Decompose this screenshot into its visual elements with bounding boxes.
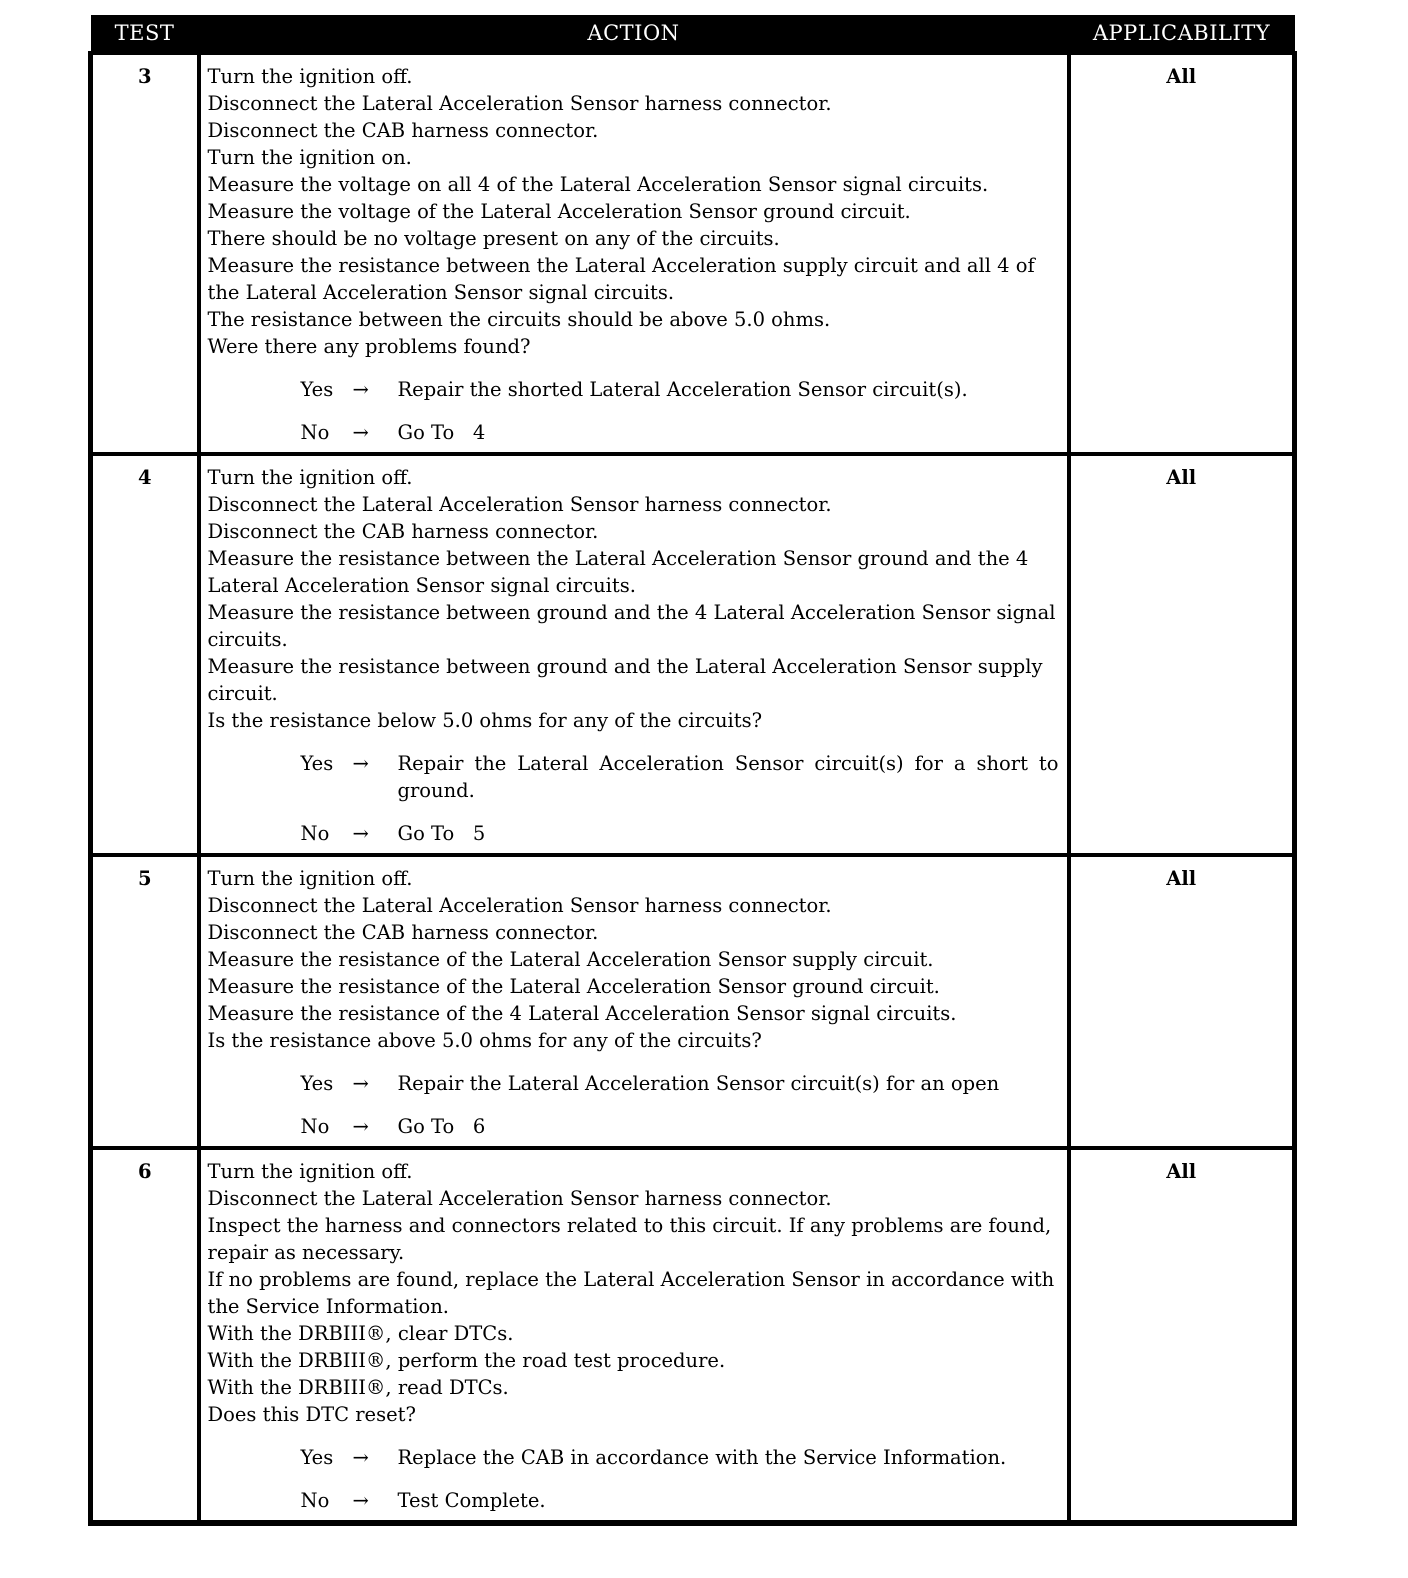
header-action: ACTION [199, 15, 1069, 53]
outcome-yes [300, 750, 1065, 804]
applicability-value: All [1069, 855, 1295, 1148]
action-step: Were there any problems found? [207, 335, 531, 358]
action-step: Measure the resistance of the 4 Lateral Acceleration Sensor signal circuits. [207, 1002, 957, 1025]
action-step: With the DRBIII®, perform the road test procedure. [207, 1349, 726, 1372]
outcome-no-text: Go To 6 [397, 1115, 486, 1138]
table-row [91, 53, 1295, 454]
outcome-yes-text: Repair the Lateral Acceleration Sensor circuit(s) for an open [397, 1072, 1000, 1095]
right-arrow-icon: → [352, 378, 369, 401]
applicability-value: All [1069, 1148, 1295, 1523]
outcome-yes [301, 376, 1059, 403]
outcome-no [301, 820, 1059, 847]
outcome-no-label: No [300, 822, 330, 845]
right-arrow-icon: → [352, 1446, 369, 1469]
outcome-no [301, 419, 1059, 446]
action-step: Measure the voltage on all 4 of the Lateral Acceleration Sensor signal circuits. [207, 173, 989, 196]
action-step: If no problems are found, replace the Lateral Acceleration Sensor in accordance with the Service Information. [207, 1268, 1055, 1318]
action-step: Measure the resistance of the Lateral Acceleration Sensor supply circuit. [207, 948, 934, 971]
outcome-yes-label: Yes [300, 1446, 334, 1469]
right-arrow-icon: → [352, 1489, 369, 1512]
action-step: Is the resistance below 5.0 ohms for any of the circuits? [207, 709, 763, 732]
action-step: Inspect the harness and connectors related to this circuit. If any problems are found, repair as necessary. [207, 1214, 1052, 1264]
action-step: Does this DTC reset? [207, 1403, 416, 1426]
outcome-yes-label: Yes [300, 752, 334, 775]
outcome-no-label: No [300, 1115, 330, 1138]
action-step: Disconnect the Lateral Acceleration Sensor harness connector. [207, 493, 832, 516]
applicability-value: All [1069, 53, 1295, 454]
action-step: Is the resistance above 5.0 ohms for any of the circuits? [207, 1029, 762, 1052]
action-step: The resistance between the circuits should be above 5.0 ohms. [207, 308, 831, 331]
action-step: Measure the resistance between ground and the Lateral Acceleration Sensor supply circuit. [207, 655, 1043, 705]
action-step: Disconnect the CAB harness connector. [207, 921, 599, 944]
action-cell [199, 53, 1069, 454]
applicability-value: All [1069, 454, 1295, 855]
action-cell [199, 454, 1069, 855]
outcome-no-text: Test Complete. [397, 1489, 546, 1512]
outcome-yes [301, 1070, 1059, 1097]
table-header-row [91, 15, 1295, 53]
test-number: 4 [91, 454, 199, 855]
action-step: Measure the resistance between ground and the 4 Lateral Acceleration Sensor signal circuits. [207, 601, 1056, 651]
test-number: 3 [91, 53, 199, 454]
right-arrow-icon: → [352, 1072, 369, 1095]
action-step: With the DRBIII®, clear DTCs. [207, 1322, 514, 1345]
right-arrow-icon: → [352, 822, 369, 845]
outcome-no [301, 1113, 1059, 1140]
action-step: Measure the voltage of the Lateral Acceleration Sensor ground circuit. [207, 200, 911, 223]
diagnostic-test-table [88, 15, 1297, 1526]
table-row [91, 855, 1295, 1148]
test-number: 6 [91, 1148, 199, 1523]
table-row [91, 454, 1295, 855]
header-test: TEST [91, 15, 199, 53]
right-arrow-icon: → [352, 421, 369, 444]
outcome-no-text: Go To 5 [397, 822, 486, 845]
action-step: Turn the ignition off. [207, 466, 413, 489]
outcome-no-text: Go To 4 [397, 421, 486, 444]
action-step: Measure the resistance between the Lateral Acceleration Sensor ground and the 4 Lateral Acceleration Sensor signal circuits. [207, 547, 1029, 597]
action-step: Turn the ignition off. [207, 1160, 413, 1183]
test-number: 5 [91, 855, 199, 1148]
action-step: Disconnect the CAB harness connector. [207, 520, 599, 543]
outcome-yes-text: Replace the CAB in accordance with the Service Information. [397, 1446, 1007, 1469]
action-step: Disconnect the Lateral Acceleration Sensor harness connector. [207, 894, 832, 917]
action-step: There should be no voltage present on any of the circuits. [207, 227, 780, 250]
action-step: Disconnect the CAB harness connector. [207, 119, 599, 142]
outcome-yes-text: Repair the Lateral Acceleration Sensor circuit(s) for a short to ground. [397, 752, 1065, 802]
action-step: Disconnect the Lateral Acceleration Sensor harness connector. [207, 92, 832, 115]
outcome-no-label: No [300, 421, 330, 444]
outcome-no-label: No [300, 1489, 330, 1512]
action-cell [199, 1148, 1069, 1523]
action-step: Disconnect the Lateral Acceleration Sensor harness connector. [207, 1187, 832, 1210]
action-step: With the DRBIII®, read DTCs. [207, 1376, 509, 1399]
outcome-yes-text: Repair the shorted Lateral Acceleration Sensor circuit(s). [397, 378, 968, 401]
outcome-yes-label: Yes [300, 378, 334, 401]
action-step: Turn the ignition off. [207, 867, 413, 890]
table-row [91, 1148, 1295, 1523]
right-arrow-icon: → [352, 1115, 369, 1138]
right-arrow-icon: → [352, 752, 369, 775]
outcome-no [301, 1487, 1059, 1514]
outcome-yes [301, 1444, 1059, 1471]
table-body [91, 53, 1295, 1523]
outcome-yes-label: Yes [300, 1072, 334, 1095]
action-step: Turn the ignition off. [207, 65, 413, 88]
header-applicability: APPLICABILITY [1069, 15, 1295, 53]
action-cell [199, 855, 1069, 1148]
action-step: Measure the resistance of the Lateral Acceleration Sensor ground circuit. [207, 975, 940, 998]
action-step: Measure the resistance between the Lateral Acceleration supply circuit and all 4 of the Lateral Acceleration Sensor signal circuits. [207, 254, 1035, 304]
action-step: Turn the ignition on. [207, 146, 412, 169]
